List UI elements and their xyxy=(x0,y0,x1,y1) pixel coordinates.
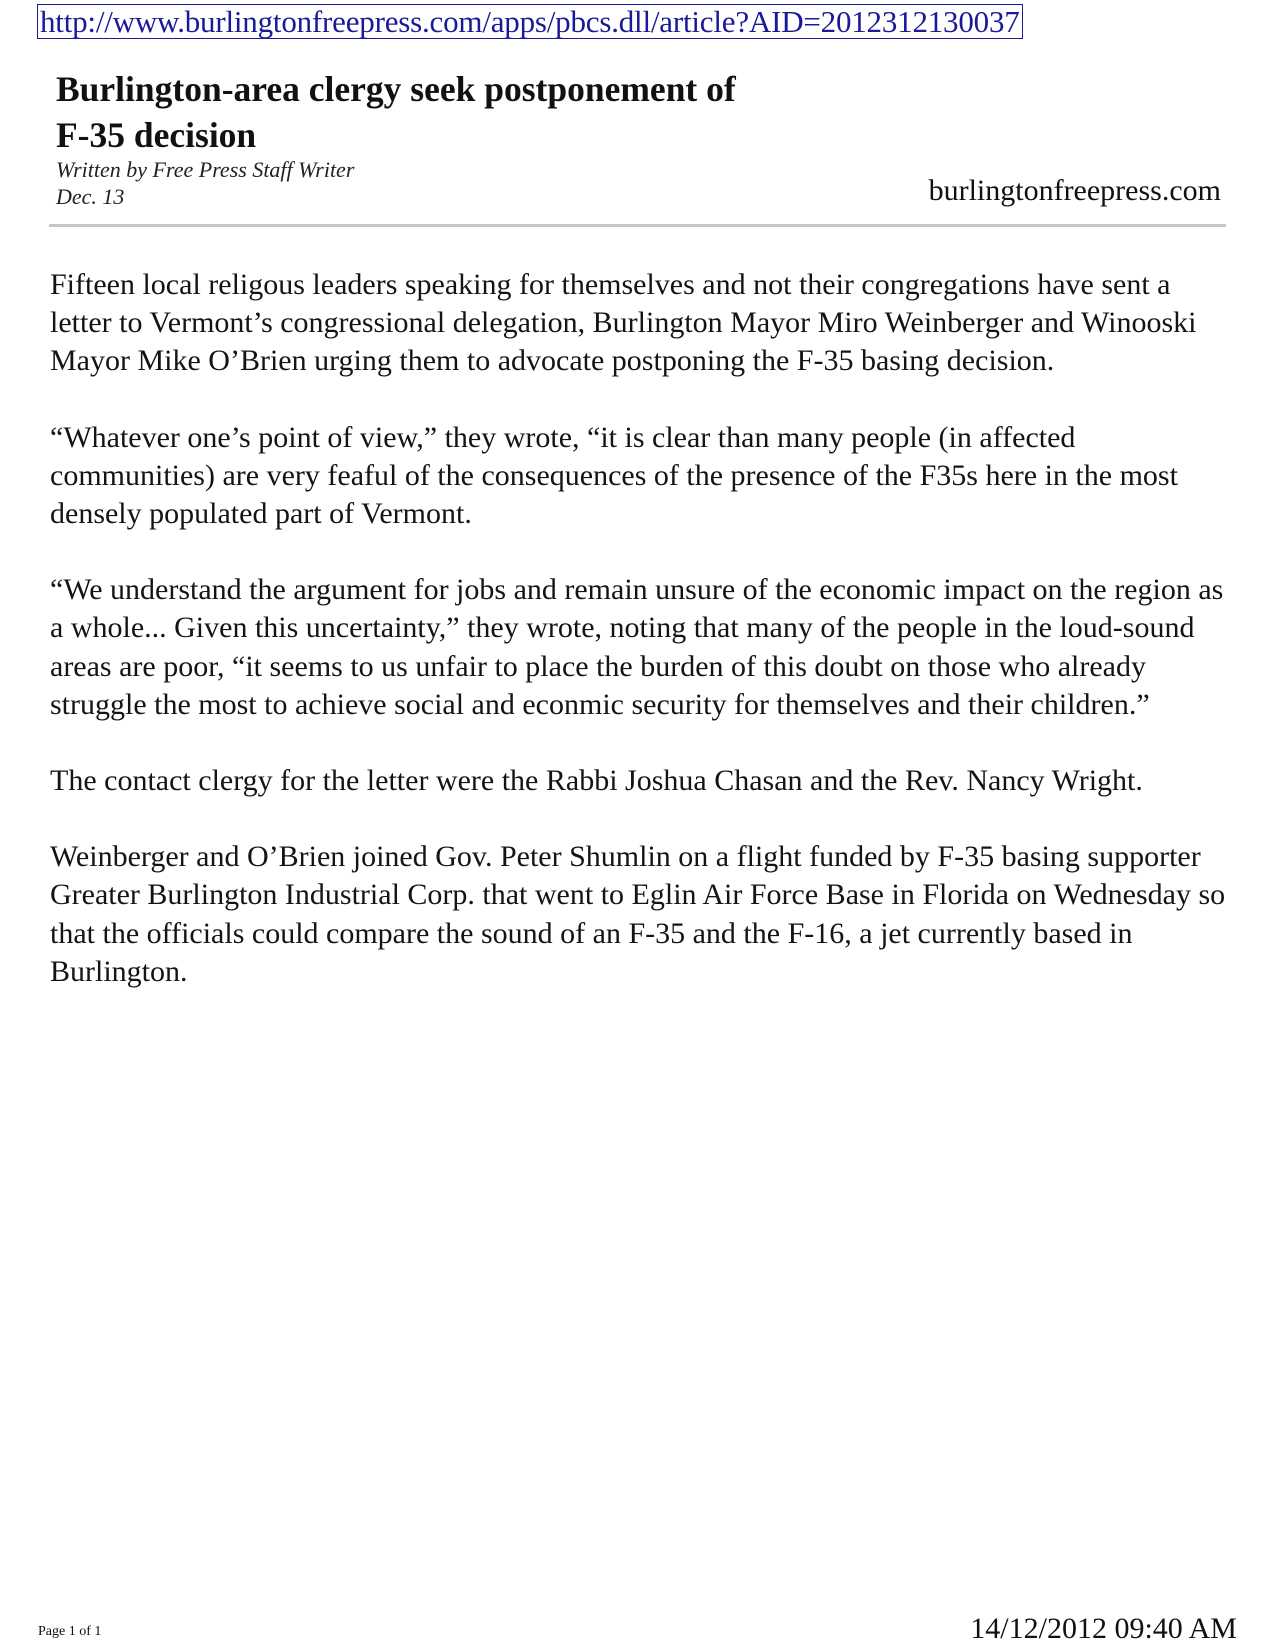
byline-block xyxy=(56,156,354,210)
article-url-link[interactable]: http://www.burlingtonfreepress.com/apps/pbcs.dll/article?AID=2012312130037 xyxy=(37,4,1023,39)
headline-line-1: Burlington-area clergy seek postponement of xyxy=(56,69,736,109)
article-paragraph: Weinberger and O’Brien joined Gov. Peter Shumlin on a flight funded by F-35 basing supporter Greater Burlington Industrial Corp. that went to Eglin Air Force Base in Florida on Wednesday so that the officials could compare the sound of an F-35 and the F-16, a jet currently based in Burlington. xyxy=(50,840,1226,988)
headline-line-2: F-35 decision xyxy=(56,115,257,155)
article-paragraph: The contact clergy for the letter were the Rabbi Joshua Chasan and the Rev. Nancy Wright. xyxy=(50,764,1143,798)
article-body xyxy=(50,266,1230,1029)
article-paragraph: Fifteen local religous leaders speaking for themselves and not their congregations have sent a letter to Vermont’s congressional delegation, Burlington Mayor Miro Weinberger and Winooski Mayor Mike O’Brien urging them to advocate postponing the F-35 basing decision. xyxy=(50,268,1197,378)
byline-author: Written by Free Press Staff Writer xyxy=(56,157,355,182)
byline-date: Dec. 13 xyxy=(56,184,125,209)
article-paragraph: “Whatever one’s point of view,” they wrote, “it is clear than many people (in affected communities) are very feaful of the consequences of the presence of the F35s here in the most densely populated part of Vermont. xyxy=(50,420,1178,531)
header-divider xyxy=(49,224,1226,227)
page-number: Page 1 of 1 xyxy=(38,1624,102,1639)
article-paragraph: “We understand the argument for jobs and remain unsure of the economic impact on the region as a whole... Given this uncertainty,” they wrote, noting that many of the people in the loud-sound areas are poor, “it seems to us unfair to place the burden of this doubt on those who already struggle the most to achieve social and econmic security for themselves and their children.” xyxy=(50,573,1224,721)
site-name: burlingtonfreepress.com xyxy=(928,174,1221,207)
article-headline xyxy=(56,66,836,158)
print-timestamp: 14/12/2012 09:40 AM xyxy=(970,1612,1237,1645)
